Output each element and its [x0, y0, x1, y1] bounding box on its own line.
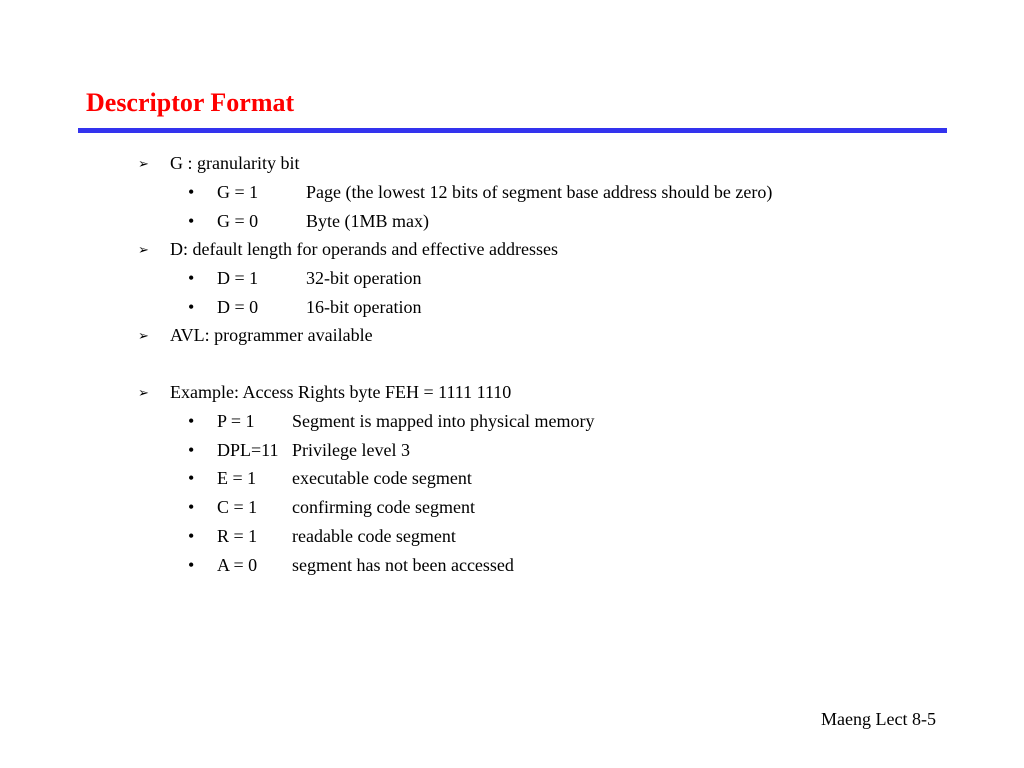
- sub-bullet-key: P = 1: [217, 411, 255, 431]
- dot-bullet-icon: •: [188, 440, 195, 460]
- sub-bullet-desc: executable code segment: [292, 468, 472, 488]
- sub-bullet-desc: confirming code segment: [292, 497, 475, 517]
- sub-bullet-a: [188, 553, 514, 577]
- sub-bullet-desc: Page (the lowest 12 bits of segment base address should be zero): [306, 182, 773, 202]
- bullet-default-length: [138, 237, 558, 263]
- sub-bullet-g1: [188, 180, 772, 204]
- dot-bullet-icon: •: [188, 268, 195, 288]
- arrow-bullet-icon: ➢: [138, 243, 149, 258]
- sub-bullet-key: E = 1: [217, 468, 257, 488]
- arrow-bullet-icon: ➢: [138, 157, 149, 172]
- sub-bullet-key: C = 1: [217, 497, 258, 517]
- arrow-bullet-icon: ➢: [138, 386, 149, 401]
- bullet-text: G : granularity bit: [170, 153, 300, 173]
- sub-bullet-key: A = 0: [217, 555, 258, 575]
- sub-bullet-desc: Privilege level 3: [292, 440, 410, 460]
- sub-bullet-r: [188, 524, 456, 548]
- title-underline: [78, 128, 947, 133]
- dot-bullet-icon: •: [188, 411, 195, 431]
- sub-bullet-e: [188, 466, 472, 490]
- slide-footer: Maeng Lect 8-5: [821, 709, 936, 729]
- arrow-bullet-icon: ➢: [138, 329, 149, 344]
- slide-title: Descriptor Format: [86, 88, 295, 117]
- sub-bullet-key: R = 1: [217, 526, 258, 546]
- sub-bullet-key: G = 1: [217, 182, 259, 202]
- sub-bullet-d0: [188, 295, 421, 319]
- sub-bullet-d1: [188, 266, 421, 290]
- bullet-text: D: default length for operands and effective addresses: [170, 239, 559, 259]
- sub-bullet-desc: 16-bit operation: [306, 297, 422, 317]
- sub-bullet-key: DPL=11: [217, 440, 279, 460]
- dot-bullet-icon: •: [188, 182, 195, 202]
- sub-bullet-key: D = 0: [217, 297, 259, 317]
- sub-bullet-key: G = 0: [217, 211, 259, 231]
- bullet-granularity: [138, 151, 299, 177]
- sub-bullet-desc: Segment is mapped into physical memory: [292, 411, 595, 431]
- sub-bullet-g0: [188, 209, 429, 233]
- bullet-example: [138, 380, 511, 406]
- sub-bullet-c: [188, 495, 475, 519]
- sub-bullet-key: D = 1: [217, 268, 259, 288]
- dot-bullet-icon: •: [188, 526, 195, 546]
- sub-bullet-desc: Byte (1MB max): [306, 211, 429, 231]
- bullet-text: AVL: programmer available: [170, 325, 373, 345]
- sub-bullet-desc: readable code segment: [292, 526, 456, 546]
- sub-bullet-dpl: [188, 438, 410, 462]
- sub-bullet-desc: segment has not been accessed: [292, 555, 514, 575]
- dot-bullet-icon: •: [188, 555, 195, 575]
- dot-bullet-icon: •: [188, 211, 195, 231]
- dot-bullet-icon: •: [188, 468, 195, 488]
- sub-bullet-desc: 32-bit operation: [306, 268, 422, 288]
- dot-bullet-icon: •: [188, 297, 195, 317]
- dot-bullet-icon: •: [188, 497, 195, 517]
- sub-bullet-p: [188, 409, 594, 433]
- bullet-text: Example: Access Rights byte FEH = 1111 1110: [170, 382, 512, 402]
- bullet-avl: [138, 323, 373, 349]
